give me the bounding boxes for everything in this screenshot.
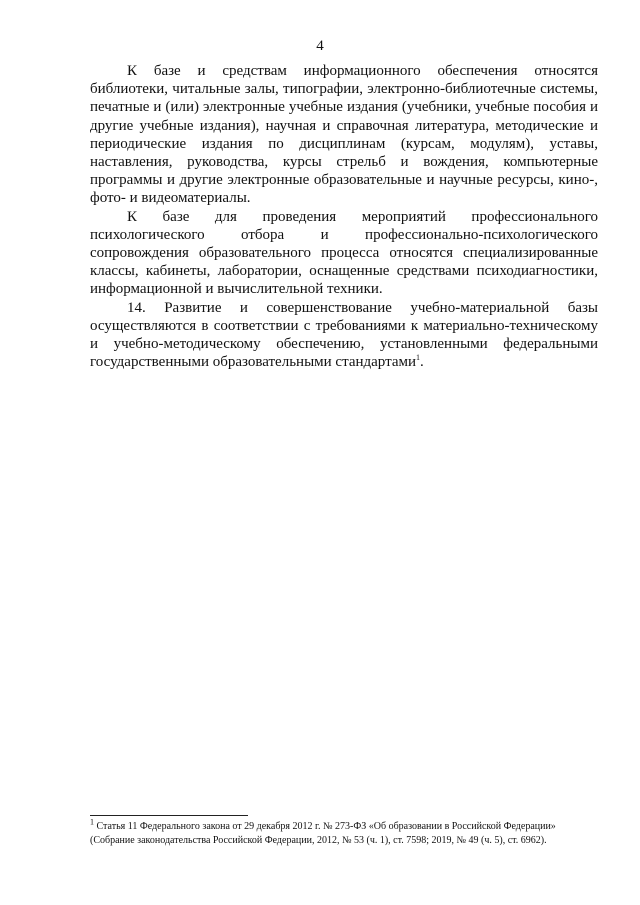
footnote-divider bbox=[90, 815, 248, 816]
paragraph-item-14 bbox=[90, 299, 598, 372]
body-text bbox=[90, 62, 598, 371]
footnote-line-2: (Собрание законодательства Российской Федерации, 2012, № 53 (ч. 1), ст. 7598; 2019, № 49 (ч. 5), ст. 6962). bbox=[90, 834, 547, 846]
footnote-marker: 1 bbox=[90, 817, 94, 827]
page-number: 4 bbox=[316, 38, 324, 54]
footnote-reference[interactable]: 1 bbox=[416, 353, 421, 363]
footnote bbox=[90, 817, 610, 847]
paragraph-item-14-text: 14. Развитие и совершенствование учебно-материальной базы осуществляются в соответствии с требованиями к материально-техническому и учебно-методическому обеспечению, установленными федеральными государственными образовательными стандартами bbox=[90, 299, 598, 371]
paragraph-information-support: К базе и средствам информационного обеспечения относятся библиотеки, читальные залы, типографии, электронно-библиотечные системы, печатные и (или) электронные учебные издания (учебники, учебные пособия и другие учебные издания), научная и справочная литература, методические и периодические издания по дисциплинам (курсам, модулям), уставы, наставления, руководства, курсы стрельб и вождения, компьютерные программы и другие электронные образовательные и научные ресурсы, кино-, фото- и видеоматериалы. bbox=[90, 63, 598, 207]
footnote-line-1 bbox=[90, 817, 610, 834]
paragraph-psychological-selection: К базе для проведения мероприятий профессионального психологического отбора и профессионально-психологического сопровождения образовательного процесса относятся специализированные классы, кабинеты, лаборатории, оснащенные средствами психодиагностики, информационной и вычислительной техники. bbox=[90, 208, 598, 298]
footnote-text-1: Статья 11 Федерального закона от 29 декабря 2012 г. № 273-ФЗ «Об образовании в Российской Федерации» bbox=[94, 821, 556, 832]
paragraph-item-14-tail: . bbox=[420, 354, 424, 371]
